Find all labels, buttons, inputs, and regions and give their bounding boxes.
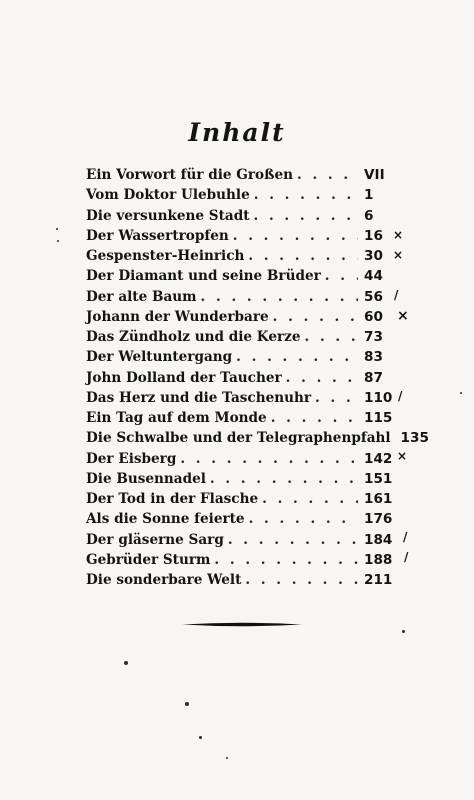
toc-entry	[86, 550, 409, 570]
toc-entry-title: Der gläserne Sarg	[86, 531, 224, 548]
toc-entry-page: 16	[364, 227, 383, 244]
pencil-tick-mark: /	[394, 288, 399, 302]
toc-entry	[86, 327, 406, 347]
print-speck	[460, 392, 462, 394]
toc-entry-page: 110	[364, 389, 393, 406]
toc-entry-title: Das Herz und die Taschenuhr	[86, 389, 312, 406]
toc-entry-page: 83	[364, 349, 383, 366]
dot-leader	[210, 469, 358, 489]
ornamental-rule	[182, 622, 302, 627]
dot-leader	[201, 287, 358, 307]
toc-entry-title: Vom Doktor Ulebuhle	[86, 187, 250, 204]
table-of-contents	[86, 165, 429, 590]
dot-leader	[236, 347, 358, 367]
toc-entry-page: 184	[364, 531, 393, 548]
toc-entry-title: Ein Tag auf dem Monde	[86, 410, 267, 426]
page-title: Inhalt	[188, 118, 286, 147]
toc-entry-page: 30	[364, 248, 383, 264]
toc-entry	[86, 307, 406, 327]
toc-entry	[86, 185, 406, 205]
dot-leader	[228, 530, 358, 550]
toc-entry-page: 1	[364, 187, 374, 204]
dot-leader	[180, 449, 358, 469]
toc-entry-page: 161	[364, 491, 393, 507]
toc-entry-title: Als die Sonne feierte	[86, 511, 245, 528]
toc-entry	[86, 570, 406, 590]
print-speck	[199, 736, 202, 739]
pencil-cross-mark: ×	[397, 449, 408, 463]
toc-entry-title: Die Schwalbe und der Telegraphenpfahl	[86, 430, 391, 447]
toc-entry	[86, 469, 406, 489]
toc-entry	[86, 165, 406, 185]
toc-entry-page: 56	[364, 288, 383, 305]
toc-entry	[86, 226, 406, 246]
toc-entry-page: 151	[364, 470, 393, 487]
toc-entry-page: 115	[364, 410, 393, 426]
toc-entry-page: 176	[364, 511, 393, 528]
toc-entry	[86, 246, 406, 266]
print-speck	[56, 228, 58, 230]
dot-leader	[273, 307, 358, 327]
toc-entry-title: Die Busennadel	[86, 470, 206, 487]
dot-leader	[249, 509, 358, 529]
dot-leader	[245, 570, 358, 590]
dot-leader	[271, 408, 358, 428]
dot-leader	[325, 266, 358, 286]
toc-entry	[86, 489, 406, 509]
toc-entry-page: 6	[364, 207, 374, 224]
toc-entry-page: 188	[364, 551, 393, 568]
toc-entry-title: Der Eisberg	[86, 450, 177, 467]
toc-entry	[86, 530, 406, 550]
dot-leader	[233, 226, 358, 246]
print-speck	[124, 661, 128, 665]
dot-leader	[262, 489, 358, 509]
toc-entry-title: Gespenster-Heinrich	[86, 248, 245, 264]
toc-entry-title: Der Weltuntergang	[86, 349, 233, 366]
toc-entry-page: 135	[400, 430, 429, 447]
dot-leader	[315, 388, 358, 408]
toc-entry-title: Das Zündholz und die Kerze	[86, 329, 301, 345]
print-speck	[57, 240, 59, 242]
dot-leader	[253, 206, 358, 226]
toc-entry-title: Der alte Baum	[86, 288, 197, 305]
toc-entry-page: 73	[364, 329, 383, 345]
toc-entry	[86, 428, 429, 448]
dot-leader	[297, 165, 358, 185]
toc-entry-title: John Dolland der Taucher	[86, 369, 282, 386]
toc-entry-title: Die sonderbare Welt	[86, 572, 242, 588]
dot-leader	[248, 246, 358, 266]
toc-entry	[86, 206, 406, 226]
toc-entry-title: Der Tod in der Flasche	[86, 491, 259, 507]
toc-entry-page: 211	[364, 572, 393, 588]
dot-leader	[254, 185, 358, 205]
pencil-cross-mark: ×	[397, 308, 409, 324]
print-speck	[402, 630, 405, 633]
toc-entry	[86, 388, 406, 408]
toc-entry-title: Der Wassertropfen	[86, 227, 229, 244]
toc-entry	[86, 449, 406, 469]
toc-entry	[86, 266, 406, 286]
toc-entry-page: 87	[364, 369, 383, 386]
dot-leader	[286, 368, 358, 388]
toc-entry-page: 44	[364, 268, 383, 285]
toc-entry-title: Der Diamant und seine Brüder	[86, 268, 321, 285]
toc-entry-page: 142	[364, 450, 393, 467]
toc-entry	[86, 509, 406, 529]
toc-entry	[86, 347, 406, 367]
dot-leader	[305, 327, 359, 347]
pencil-cross-mark: ×	[393, 248, 404, 262]
toc-entry-title: Die versunkene Stadt	[86, 207, 250, 224]
toc-entry-title: Johann der Wunderbare	[86, 308, 269, 325]
toc-entry-title: Gebrüder Sturm	[86, 551, 211, 568]
toc-entry-title: Ein Vorwort für die Großen	[86, 167, 293, 183]
print-speck	[226, 757, 228, 759]
toc-entry-page: 60	[364, 308, 383, 325]
dot-leader	[214, 550, 358, 570]
toc-entry	[86, 368, 406, 388]
pencil-cross-mark: ×	[393, 228, 404, 242]
pencil-tick-mark: /	[404, 550, 409, 564]
pencil-tick-mark: /	[403, 530, 408, 544]
pencil-tick-mark: /	[398, 389, 403, 403]
print-speck	[185, 702, 189, 706]
toc-entry	[86, 287, 406, 307]
toc-entry-page: VII	[364, 167, 385, 183]
toc-entry	[86, 408, 406, 428]
